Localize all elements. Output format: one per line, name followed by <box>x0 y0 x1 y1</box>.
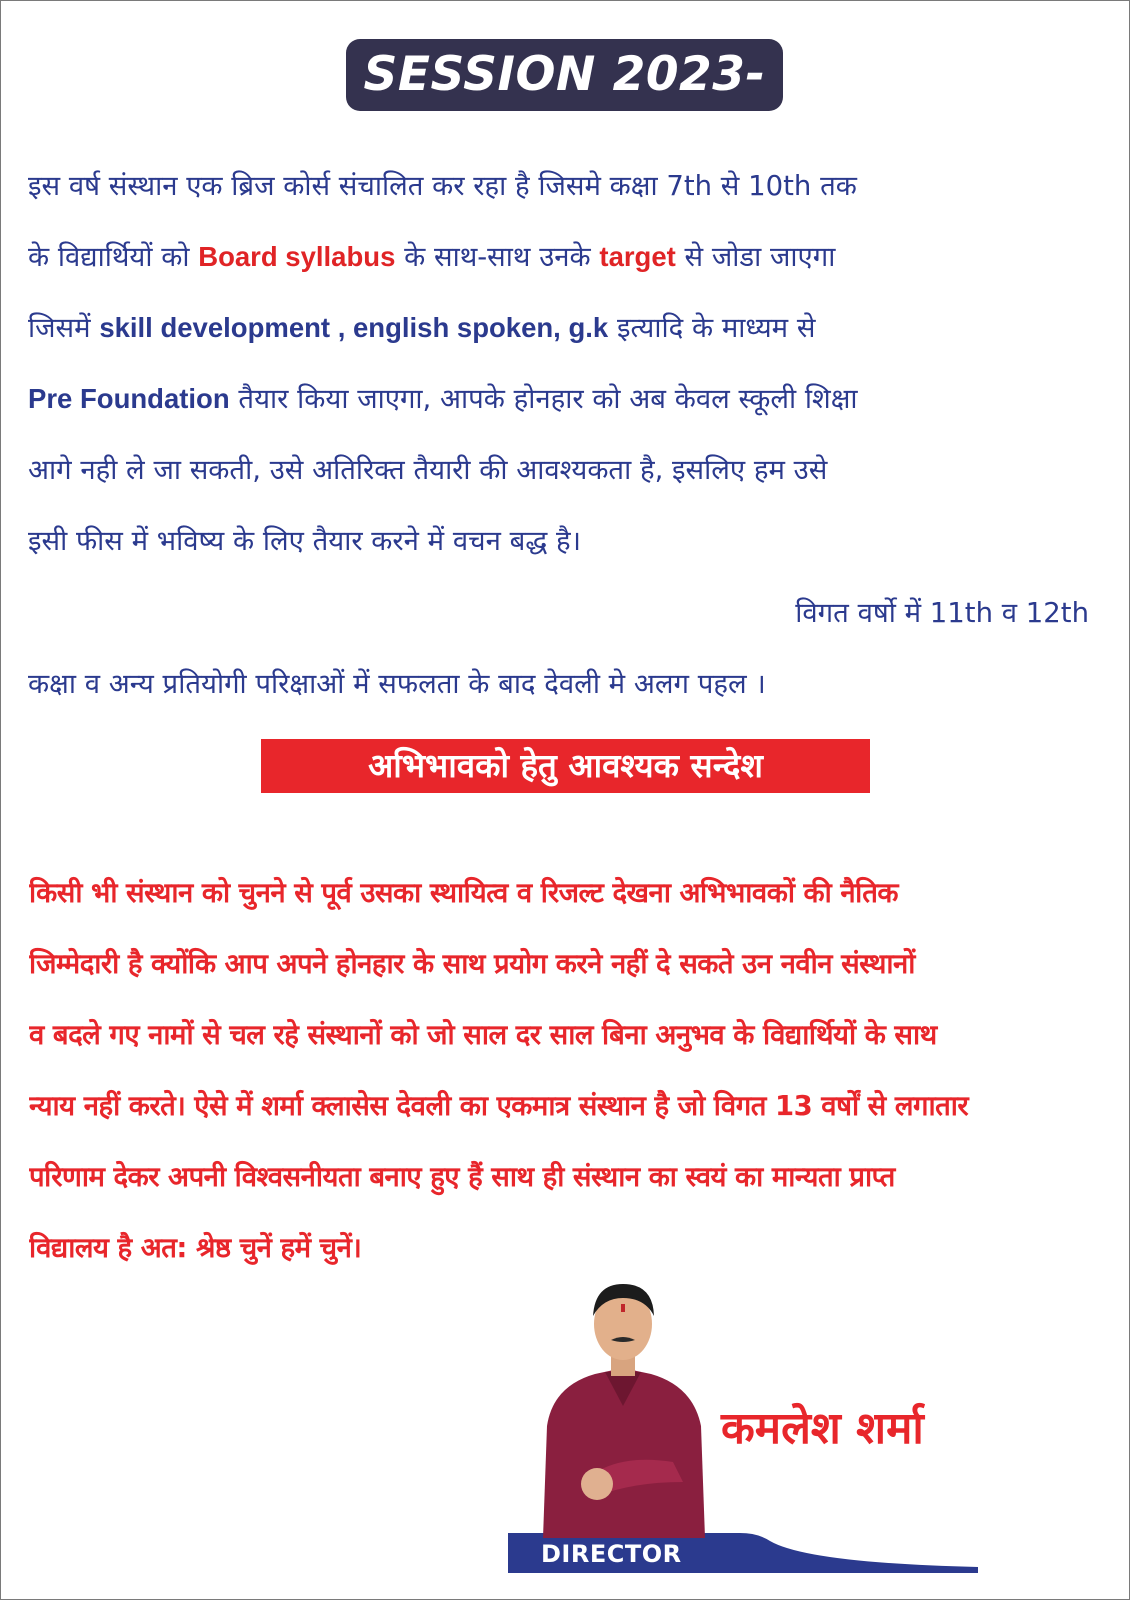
intro-text: जिसमें <box>28 312 100 344</box>
intro-line-7: विगत वर्षो में 11th व 12th <box>795 597 1089 629</box>
intro-text: के विद्यार्थियों को <box>28 241 199 273</box>
message-line-4: न्याय नहीं करते। ऐसे में शर्मा क्लासेस देवली का एकमात्र संस्थान है जो विगत 13 वर्षों से लगातार <box>29 1090 969 1122</box>
notice-banner: अभिभावको हेतु आवश्यक सन्देश <box>261 739 870 793</box>
intro-english-terms: skill development , english spoken, g.k <box>99 312 609 343</box>
intro-pre-foundation: Pre Foundation <box>28 383 230 414</box>
intro-text: के साथ-साथ उनके <box>395 241 600 273</box>
intro-line-3 <box>28 308 1118 348</box>
director-name: कमलेश शर्मा <box>721 1403 924 1454</box>
message-line-3: व बदले गए नामों से चल रहे संस्थानों को जो साल दर साल बिना अनुभव के विद्यार्थियों के साथ <box>29 1019 937 1051</box>
highlight-board-syllabus: Board syllabus <box>198 241 396 272</box>
session-badge: SESSION 2023-24 <box>346 39 783 111</box>
intro-text: इत्यादि के माध्यम से <box>608 312 816 344</box>
intro-line-5: आगे नही ले जा सकती, उसे अतिरिक्त तैयारी की आवश्यकता है, इसलिए हम उसे <box>28 454 828 486</box>
intro-text: से जोडा जाएगा <box>675 241 836 273</box>
intro-line-6: इसी फीस में भविष्य के लिए तैयार करने में वचन बद्ध है। <box>28 525 582 557</box>
intro-line-1: इस वर्ष संस्थान एक ब्रिज कोर्स संचालित कर रहा है जिसमे कक्षा 7th से 10th तक <box>28 170 857 202</box>
intro-line-4 <box>28 379 1118 419</box>
highlight-target: target <box>599 241 676 272</box>
intro-text: तैयार किया जाएगा, आपके होनहार को अब केवल स्कूली शिक्षा <box>229 383 858 415</box>
message-line-5: परिणाम देकर अपनी विश्वसनीयता बनाए हुए हैं साथ ही संस्थान का स्वयं का मान्यता प्राप्त <box>29 1161 895 1193</box>
message-line-2: जिम्मेदारी है क्योंकि आप अपने होनहार के साथ प्रयोग करने नहीं दे सकते उन नवीन संस्थानों <box>29 948 915 980</box>
intro-line-2 <box>28 237 1118 277</box>
intro-line-8: कक्षा व अन्य प्रतियोगी परिक्षाओं में सफलता के बाद देवली मे अलग पहल । <box>28 668 766 700</box>
message-line-6: विद्यालय है अत: श्रेष्ठ चुनें हमें चुनें। <box>29 1232 362 1264</box>
director-photo <box>533 1276 713 1538</box>
message-line-1: किसी भी संस्थान को चुनने से पूर्व उसका स्थायित्व व रिजल्ट देखना अभिभावकों की नैतिक <box>29 877 899 909</box>
director-title: DIRECTOR <box>541 1540 682 1568</box>
